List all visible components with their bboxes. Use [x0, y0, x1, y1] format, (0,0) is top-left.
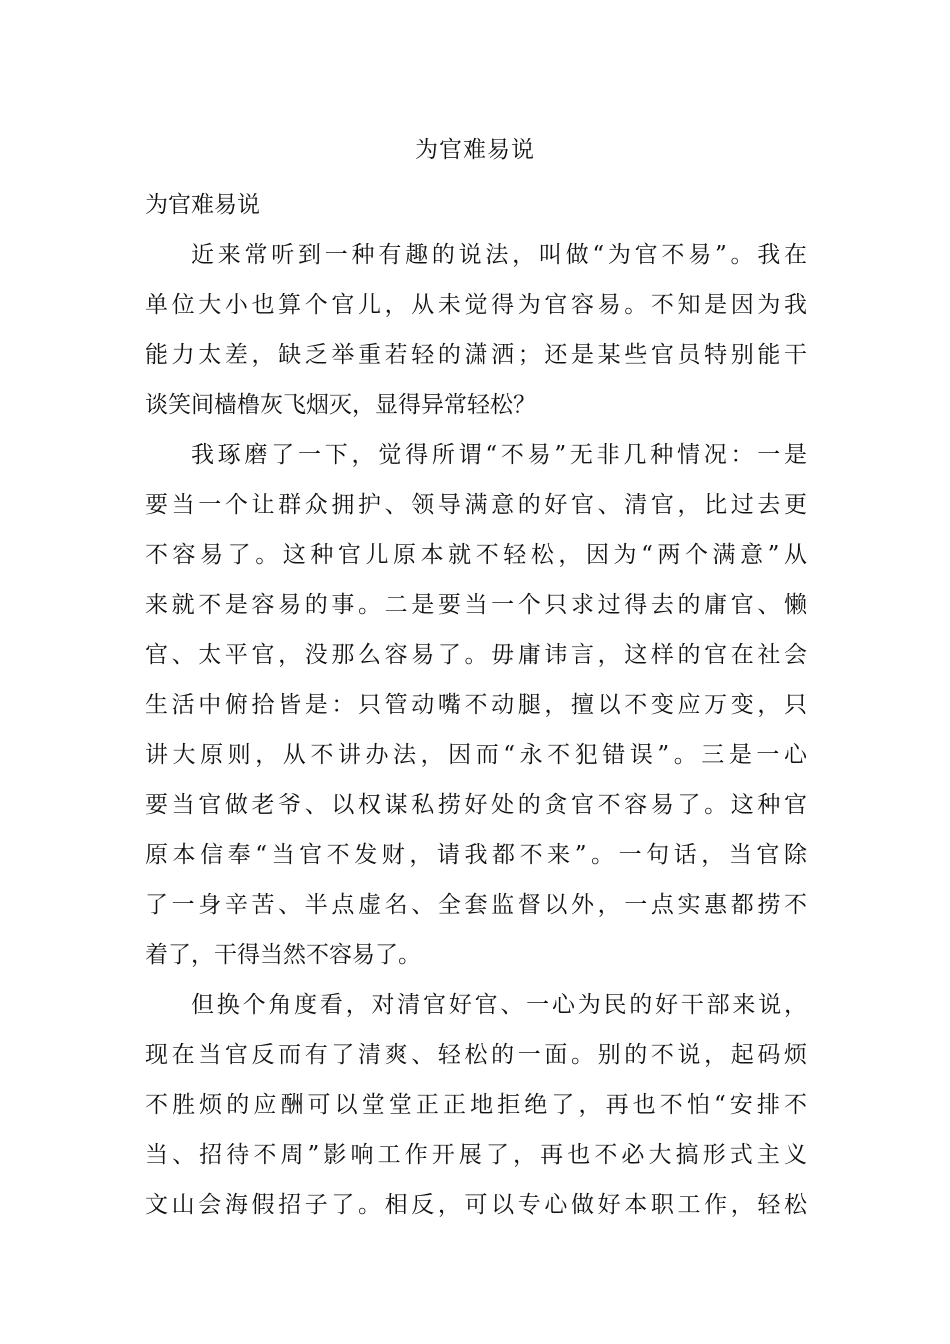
paragraph-1-line-2: 单位大小也算个官儿，从未觉得为官容易。不知是因为我 [145, 292, 807, 318]
paragraph-2-line-11: 着了，干得当然不容易了。 [145, 942, 421, 968]
paragraph-3-line-3: 不胜烦的应酬可以堂堂正正地拒绝了，再也不怕“安排不 [145, 1092, 807, 1118]
paragraph-2-line-4: 来就不是容易的事。二是要当一个只求过得去的庸官、懒 [145, 592, 807, 618]
paragraph-3-line-2: 现在当官反而有了清爽、轻松的一面。别的不说，起码烦 [145, 1042, 807, 1068]
document-body [145, 180, 807, 1230]
paragraph-2-line-7: 讲大原则，从不讲办法，因而“永不犯错误”。三是一心 [145, 742, 807, 768]
page-title: 为官难易说 [415, 137, 535, 163]
paragraph-2-line-5: 官、太平官，没那么容易了。毋庸讳言，这样的官在社会 [145, 642, 807, 668]
paragraph-1-line-4: 谈笑间樯橹灰飞烟灭，显得异常轻松？ [145, 392, 536, 418]
paragraph-3-line-1: 但换个角度看，对清官好官、一心为民的好干部来说， [191, 992, 807, 1018]
paragraph-2-line-2: 要当一个让群众拥护、领导满意的好官、清官，比过去更 [145, 492, 807, 518]
paragraph-2-line-9: 原本信奉“当官不发财，请我都不来”。一句话，当官除 [145, 842, 807, 868]
paragraph-3-line-5: 文山会海假招子了。相反，可以专心做好本职工作，轻松 [145, 1192, 807, 1218]
paragraph-2-line-1: 我琢磨了一下，觉得所谓“不易”无非几种情况：一是 [191, 442, 807, 468]
paragraph-3-line-4: 当、招待不周”影响工作开展了，再也不必大搞形式主义 [145, 1142, 807, 1168]
paragraph-1-line-3: 能力太差，缺乏举重若轻的潇洒；还是某些官员特别能干 [145, 342, 807, 368]
paragraph-1-line-1: 近来常听到一种有趣的说法，叫做“为官不易”。我在 [191, 242, 807, 268]
paragraph-2-line-3: 不容易了。这种官儿原本就不轻松，因为“两个满意”从 [145, 542, 807, 568]
paragraph-2-line-10: 了一身辛苦、半点虚名、全套监督以外，一点实惠都捞不 [145, 892, 807, 918]
paragraph-2-line-8: 要当官做老爷、以权谋私捞好处的贪官不容易了。这种官 [145, 792, 807, 818]
subtitle-line: 为官难易说 [145, 192, 260, 218]
paragraph-2-line-6: 生活中俯拾皆是：只管动嘴不动腿，擅以不变应万变，只 [145, 692, 807, 718]
